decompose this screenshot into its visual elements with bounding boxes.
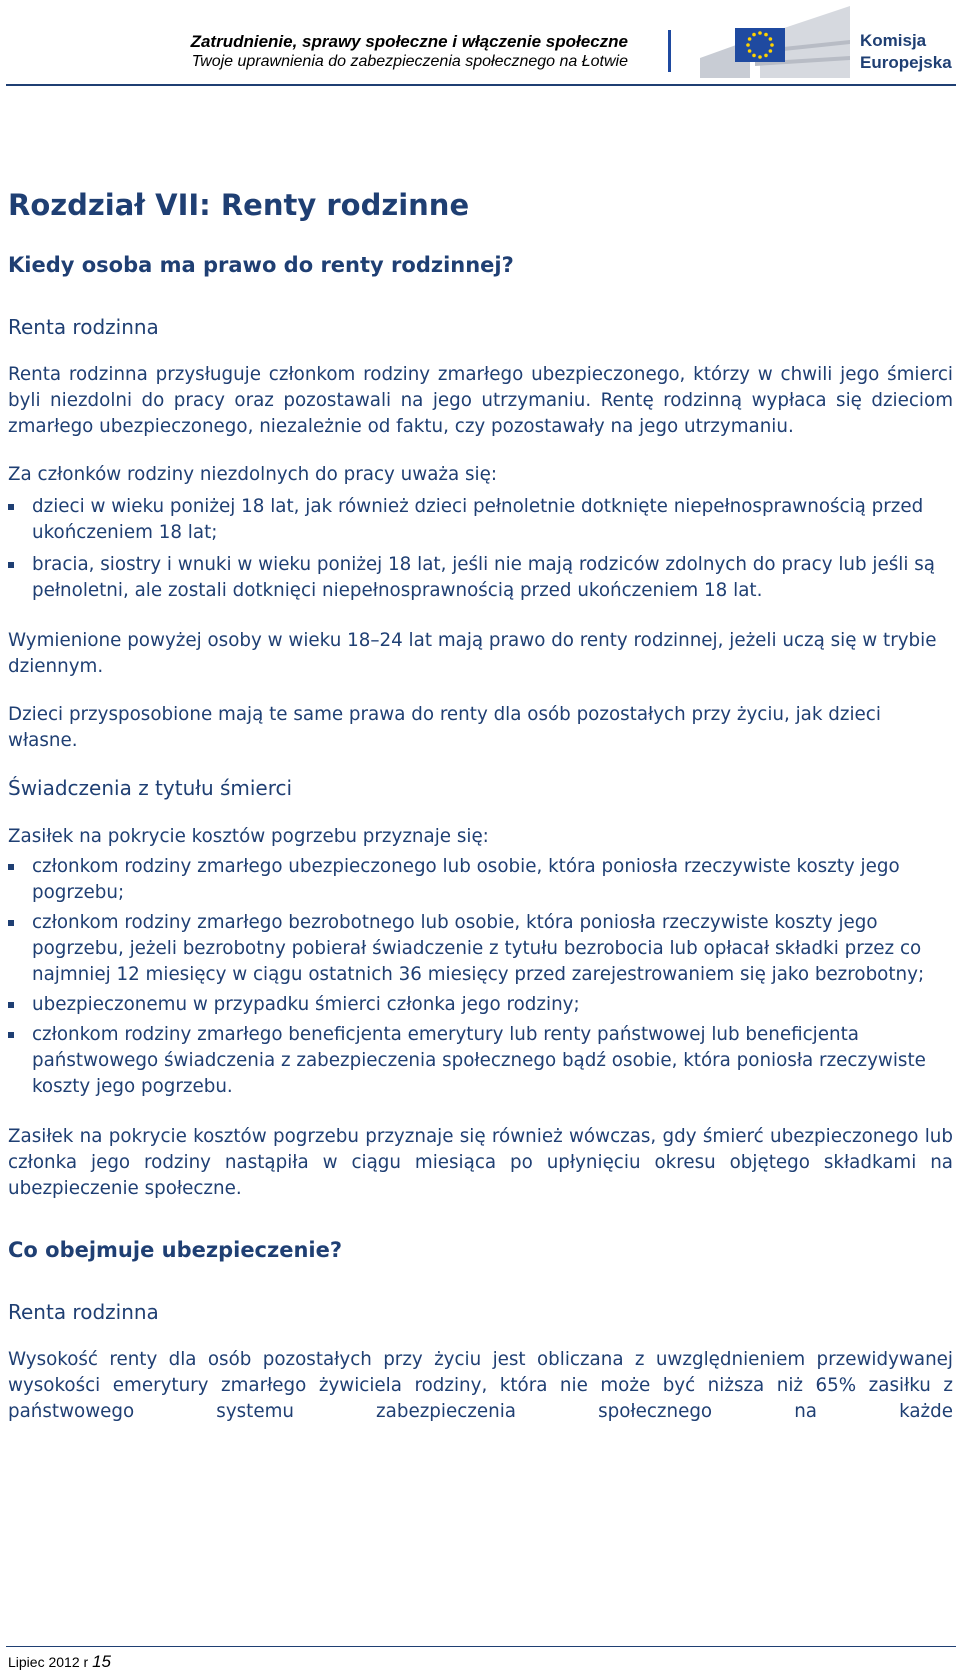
header-separator bbox=[668, 30, 671, 72]
subheading-survivors-pension: Renta rodzinna bbox=[8, 315, 159, 339]
subheading-death-benefits: Świadczenia z tytułu śmierci bbox=[8, 776, 293, 800]
logo-text bbox=[860, 30, 952, 74]
section-heading-coverage: Co obejmuje ubezpieczenie? bbox=[8, 1238, 343, 1262]
section-heading-eligibility: Kiedy osoba ma prawo do renty rodzinnej? bbox=[8, 253, 514, 277]
footer-rule bbox=[6, 1646, 956, 1647]
footer-text bbox=[8, 1652, 111, 1672]
logo-line-2: Europejska bbox=[860, 53, 952, 72]
paragraph: Renta rodzinna przysługuje członkom rodziny zmarłego ubezpieczonego, którzy w chwili jego śmierci byli niezdolni do pracy oraz pozostawali na jego utrzymaniu. Rentę rodzinną wypłaca się dzieciom zmarłego ubezpieczonego, niezależnie od faktu, czy pozostawały na jego utrzymaniu. bbox=[8, 364, 953, 437]
subheading-survivors-pension: Renta rodzinna bbox=[8, 1300, 159, 1324]
logo-line-1: Komisja bbox=[860, 31, 927, 50]
paragraph: Wymienione powyżej osoby w wieku 18–24 lat mają prawo do renty rodzinnej, jeżeli uczą się w trybie dziennym. bbox=[8, 630, 937, 677]
header-titles bbox=[191, 32, 628, 72]
page-number: 15 bbox=[92, 1652, 111, 1671]
header-subtitle: Twoje uprawnienia do zabezpieczenia społecznego na Łotwie bbox=[191, 53, 628, 70]
list-item: ubezpieczonemu w przypadku śmierci członka jego rodziny; bbox=[8, 992, 953, 1018]
list-item: członkom rodziny zmarłego bezrobotnego lub osobie, która poniosła rzeczywiste koszty jego pogrzebu, jeżeli bezrobotny pobierał świadczenie z tytułu bezrobocia lub opłacał składki przez co najmniej 12 miesięcy w ciągu ostatnich 36 miesięcy przed zarejestrowaniem się jako bezrobotny; bbox=[8, 910, 953, 988]
bullet-list bbox=[8, 854, 953, 1100]
list-intro: Za członków rodziny niezdolnych do pracy uważa się: bbox=[8, 464, 498, 485]
page-header bbox=[0, 0, 960, 88]
list-item: członkom rodziny zmarłego beneficjenta emerytury lub renty państwowej lub beneficjenta państwowego świadczenia z zabezpieczenia społecznego bądź osobie, która poniosła rzeczywiste koszty jego pogrzebu. bbox=[8, 1022, 953, 1100]
header-rule bbox=[6, 84, 956, 86]
list-intro: Zasiłek na pokrycie kosztów pogrzebu przyznaje się: bbox=[8, 826, 489, 847]
paragraph: Dzieci przysposobione mają te same prawa do renty dla osób pozostałych przy życiu, jak dzieci własne. bbox=[8, 704, 881, 751]
paragraph: Wysokość renty dla osób pozostałych przy życiu jest obliczana z uwzględnieniem przewidywanej wysokości emerytury zmarłego żywiciela rodziny, która nie może być niższa niż 65% zasiłku z państwowego systemu zabezpieczenia społecznego na każde bbox=[8, 1349, 953, 1422]
bullet-list bbox=[8, 494, 953, 604]
document-body bbox=[8, 185, 953, 1425]
list-item: bracia, siostry i wnuki w wieku poniżej 18 lat, jeśli nie mają rodziców zdolnych do pracy lub jeśli są pełnoletni, ale zostali dotknięci niepełnosprawnością przed ukończeniem 18 lat. bbox=[8, 552, 953, 604]
list-item: dzieci w wieku poniżej 18 lat, jak również dzieci pełnoletnie dotknięte niepełnosprawnością przed ukończeniem 18 lat; bbox=[8, 494, 953, 546]
paragraph: Zasiłek na pokrycie kosztów pogrzebu przyznaje się również wówczas, gdy śmierć ubezpieczonego lub członka jego rodziny nastąpiła w ciągu miesiąca po upłynięciu okresu objętego składkami na ubezpieczenie społeczne. bbox=[8, 1126, 953, 1199]
footer-date: Lipiec 2012 r bbox=[8, 1654, 89, 1670]
header-title: Zatrudnienie, sprawy społeczne i włączenie społeczne bbox=[190, 32, 628, 51]
list-item: członkom rodziny zmarłego ubezpieczonego lub osobie, która poniosła rzeczywiste koszty jego pogrzebu; bbox=[8, 854, 953, 906]
chapter-title: Rozdział VII: Renty rodzinne bbox=[8, 188, 470, 222]
